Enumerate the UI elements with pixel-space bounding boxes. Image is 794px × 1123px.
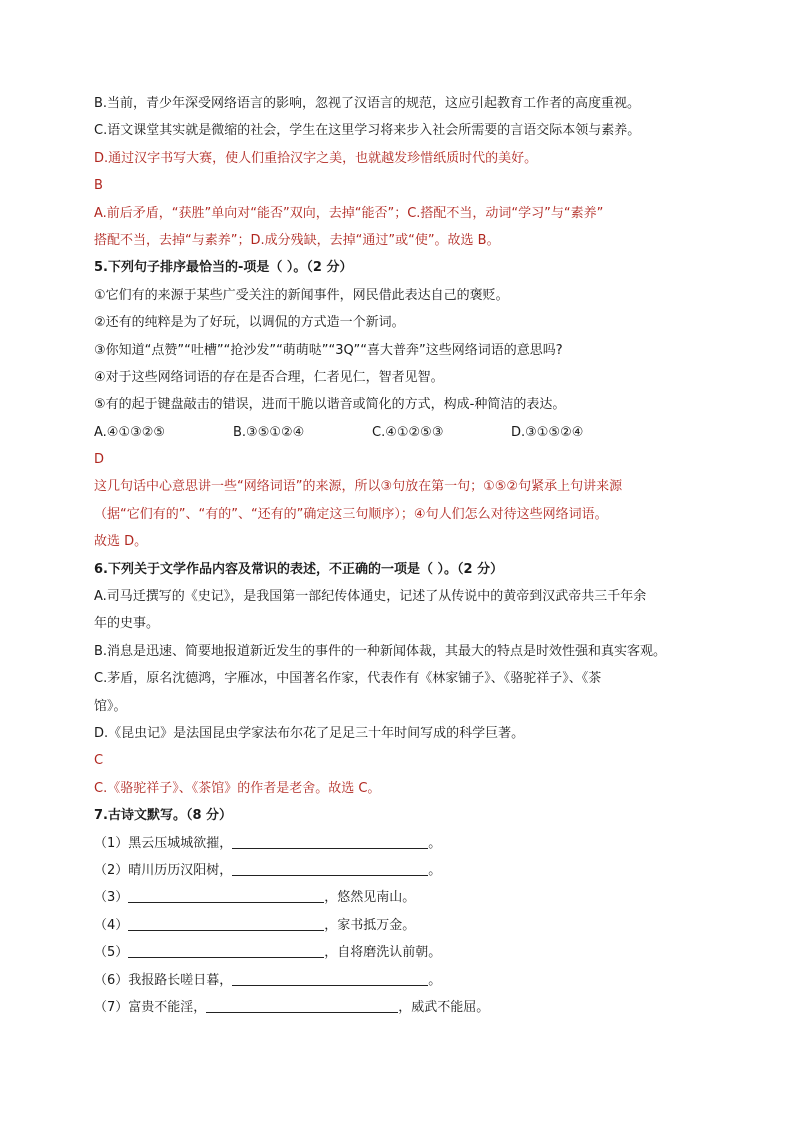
q4-analysis-line-1: A.前后矛盾，“获胜”单向对“能否”双向，去掉“能否”；C.搭配不当，动词“学习”与“素养” [94, 205, 604, 221]
q5-analysis-line-2: （据“它们有的”、“有的”、“还有的”确定这三句顺序）；④句人们怎么对待这些网络词语。 [94, 506, 608, 522]
q5-sentence-5: ⑤有的起于键盘敲击的错误，进而干脆以谐音或简化的方式，构成-种简洁的表达。 [94, 397, 566, 413]
q7-item-6-suffix: 。 [428, 972, 442, 988]
q7-item-7-suffix: ，威武不能屈。 [398, 999, 490, 1015]
q7-item-7 [94, 994, 706, 1021]
q6-option-a-line-1: A.司马迁撰写的《史记》，是我国第一部纪传体通史，记述了从传说中的黄帝到汉武帝共三千年余 [94, 589, 647, 605]
q5-sentence-3: ③你知道“点赞”“吐槽”“抢沙发”“萌萌哒”“3Q”“喜大普奔”这些网络词语的意思吗? [94, 342, 563, 358]
q6-option-d: D.《昆虫记》是法国昆虫学家法布尔花了足足三十年时间写成的科学巨著。 [94, 725, 525, 741]
document-page [94, 90, 706, 1021]
q7-item-5-blank[interactable] [128, 942, 324, 958]
q5-options-row [94, 419, 706, 446]
q7-item-2-suffix: 。 [428, 862, 442, 878]
q7-item-1 [94, 830, 706, 857]
q5-answer: D [94, 452, 105, 468]
q5-sentence-4: ④对于这些网络词语的存在是否合理，仁者见仁，智者见智。 [94, 369, 444, 385]
q5-option-a: A.④①③②⑤ [94, 424, 166, 440]
q7-item-1-prefix: （1）黑云压城城欲摧， [94, 835, 233, 851]
q7-item-6 [94, 967, 706, 994]
q7-item-2-prefix: （2）晴川历历汉阳树， [94, 862, 233, 878]
q6-answer: C [94, 753, 104, 769]
q6-option-c-line-1: C.茅盾，原名沈德鸿，字雁冰，中国著名作家，代表作有《林家铺子》、《骆驼祥子》、《茶 [94, 671, 602, 687]
q7-item-3-suffix: ，悠然见南山。 [324, 890, 416, 906]
q5-analysis-line-3: 故选 D。 [94, 534, 148, 550]
q7-item-6-blank[interactable] [232, 970, 428, 986]
q5-option-d: D.③①⑤②④ [511, 424, 584, 440]
q4-option-d: D.通过汉字书写大赛，使人们重拾汉字之美，也就越发珍惜纸质时代的美好。 [94, 150, 538, 166]
q4-analysis-line-2: 搭配不当，去掉“与素养”；D.成分残缺，去掉“通过”或“使”。故选 B。 [94, 232, 500, 248]
q7-item-6-prefix: （6）我报路长嗟日暮， [94, 972, 233, 988]
q7-item-4 [94, 912, 706, 939]
q4-option-c: C.语文课堂其实就是微缩的社会，学生在这里学习将来步入社会所需要的言语交际本领与素养。 [94, 123, 641, 139]
q7-item-7-blank[interactable] [206, 997, 398, 1013]
q6-option-b: B.消息是迅速、简要地报道新近发生的事件的一种新闻体裁，其最大的特点是时效性强和真实客观。 [94, 643, 667, 659]
q7-stem: 7.古诗文默写。（8 分） [94, 808, 233, 824]
q5-sentence-1: ①它们有的来源于某些广受关注的新闻事件，网民借此表达自己的褒贬。 [94, 287, 509, 303]
q5-stem: 5.下列句子排序最恰当的-项是（ ）。（2 分） [94, 260, 353, 276]
q7-item-4-suffix: ，家书抵万金。 [324, 917, 416, 933]
q5-sentence-2: ②还有的纯粹是为了好玩，以调侃的方式造一个新词。 [94, 315, 405, 331]
q7-item-1-suffix: 。 [428, 835, 442, 851]
q7-item-4-prefix: （4） [94, 917, 129, 933]
q7-item-5 [94, 939, 706, 966]
q5-option-b: B.③⑤①②④ [233, 424, 305, 440]
q6-option-c-line-2: 馆》。 [94, 698, 127, 714]
q7-item-1-blank[interactable] [232, 833, 428, 849]
q4-answer: B [94, 178, 103, 194]
q4-option-b: B.当前，青少年深受网络语言的影响，忽视了汉语言的规范，这应引起教育工作者的高度重视。 [94, 96, 641, 111]
q7-item-5-prefix: （5） [94, 945, 129, 961]
q7-item-2 [94, 857, 706, 884]
q7-item-3-prefix: （3） [94, 890, 129, 906]
q7-item-2-blank[interactable] [232, 860, 428, 876]
q6-analysis: C.《骆驼祥子》、《茶馆》的作者是老舍。故选 C。 [94, 780, 381, 796]
q6-stem: 6.下列关于文学作品内容及常识的表述，不正确的一项是（ ）。（2 分） [94, 561, 504, 577]
q5-option-c: C.④①②⑤③ [372, 424, 444, 440]
q7-item-3 [94, 884, 706, 911]
q7-item-5-suffix: ，自将磨洗认前朝。 [324, 945, 442, 961]
q7-item-4-blank[interactable] [128, 915, 324, 931]
q7-item-3-blank[interactable] [128, 887, 324, 903]
q6-option-a-line-2: 年的史事。 [94, 616, 160, 632]
q5-analysis-line-1: 这几句话中心意思讲一些“网络词语”的来源，所以③句放在第一句；①⑤②句紧承上句讲来源 [94, 479, 623, 495]
q7-item-7-prefix: （7）富贵不能淫， [94, 999, 207, 1015]
